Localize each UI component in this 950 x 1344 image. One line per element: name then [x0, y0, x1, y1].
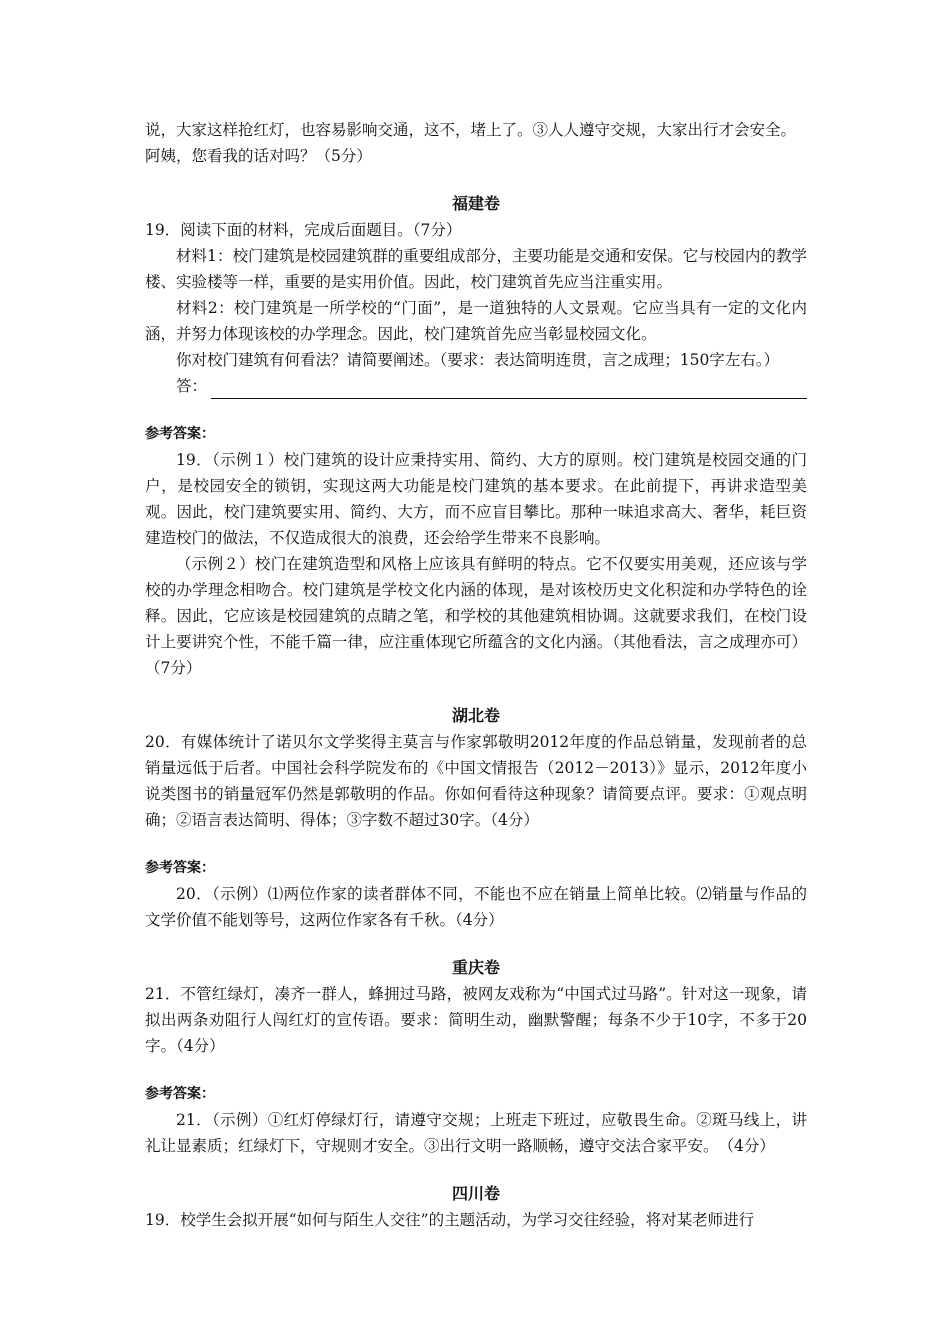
section-heading-chongqing: 重庆卷 [451, 958, 500, 977]
material-2: 材料2：校门建筑是一所学校的“门面”，是一道独特的人文景观。它应当具有一定的文化内涵，并努力体现该校的办学理念。因此，校门建筑首先应当彰显校园文化。 [145, 299, 807, 343]
section-heading-hubei: 湖北卷 [451, 706, 500, 725]
question-19-prompt: 19．阅读下面的材料，完成后面题目。（7分） [145, 221, 462, 239]
section-heading-sichuan: 四川卷 [451, 1184, 500, 1203]
answer-label: 答： [176, 377, 208, 395]
reference-answer-label: 参考答案： [145, 1086, 215, 1102]
reference-answer-label: 参考答案： [145, 860, 215, 876]
answer-20: 20．（示例）⑴两位作家的读者群体不同，不能也不应在销量上简单比较。⑵销量与作品的文学价值不能划等号，这两位作家各有千秋。（4分） [145, 885, 807, 929]
question-19-sichuan: 19．校学生会拟开展“如何与陌生人交往”的主题活动，为学习交往经验，将对某老师进行 [145, 1211, 755, 1229]
answer-19-example-2: （示例２）校门在建筑造型和风格上应该具有鲜明的特点。它不仅要实用美观，还应该与学校的办学理念相吻合。校门建筑是学校文化内涵的体现，是对该校历史文化积淀和办学特色的诠释。因此，它应该是校园建筑的点睛之笔，和学校的其他建筑相协调。这就要求我们，在校门设计上要讲究个性，不能千篇一律，应注重体现它所蕴含的文化内涵。（其他看法，言之成理亦可）（7分） [145, 555, 807, 677]
answer-blank[interactable] [145, 373, 807, 399]
intro-line-1: 说，大家这样抢红灯，也容易影响交通，这不，堵上了。③人人遵守交规，大家出行才会安全。 [145, 121, 797, 139]
document-page [145, 117, 807, 1233]
answer-21: 21．（示例）①红灯停绿灯行，请遵守交规；上班走下班过，应敬畏生命。②斑马线上，讲礼让显素质；红绿灯下，守规则才安全。③出行文明一路顺畅，遵守交法合家平安。 （4分） [145, 1111, 807, 1155]
answer-underline [211, 380, 807, 399]
intro-line-2: 阿姨，您看我的话对吗？（5分） [145, 147, 372, 165]
question-21: 21．不管红绿灯，凑齐一群人，蜂拥过马路，被网友戏称为“中国式过马路”。针对这一现象，请拟出两条劝阻行人闯红灯的宣传语。要求：简明生动，幽默警醒；每条不少于10字，不多于20字。（4分） [145, 985, 807, 1055]
answer-19-example-1: 19．（示例１）校门建筑的设计应秉持实用、简约、大方的原则。校门建筑是校园交通的门户，是校园安全的锁钥，实现这两大功能是校门建筑的基本要求。在此前提下，再讲求造型美观。因此，校门建筑要实用、简约、大方，而不应盲目攀比。那种一味追求高大、奢华，耗巨资建造校门的做法，不仅造成很大的浪费，还会给学生带来不良影响。 [145, 451, 807, 547]
question-19-ask: 你对校门建筑有何看法？请简要阐述。（要求：表达简明连贯，言之成理；150字左右。） [176, 351, 780, 369]
question-20: 20．有媒体统计了诺贝尔文学奖得主莫言与作家郭敬明2012年度的作品总销量，发现前者的总销量远低于后者。中国社会科学院发布的《中国文情报告（2012－2013）》显示，2012年度小说类图书的销量冠军仍然是郭敬明的作品。你如何看待这种现象？请简要点评。要求：①观点明确；②语言表达简明、得体；③字数不超过30字。（4分） [145, 733, 807, 829]
reference-answer-label: 参考答案： [145, 426, 215, 442]
section-heading-fujian: 福建卷 [451, 194, 500, 213]
material-1: 材料1：校门建筑是校园建筑群的重要组成部分，主要功能是交通和安保。它与校园内的教学楼、实验楼等一样，重要的是实用价值。因此，校门建筑首先应当注重实用。 [145, 247, 807, 291]
